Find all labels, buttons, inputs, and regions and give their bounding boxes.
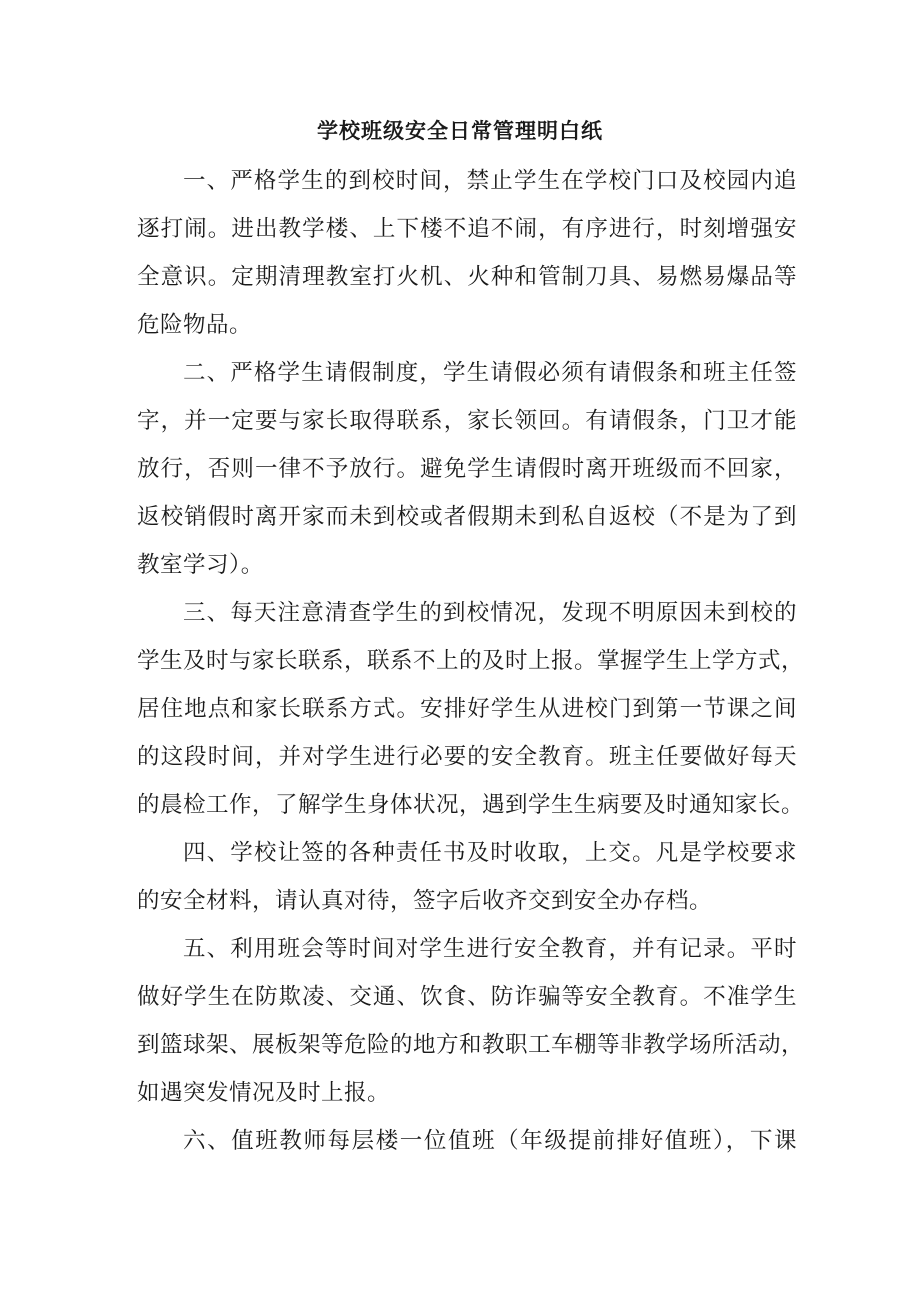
- paragraph-line: 返校销假时离开家而未到校或者假期未到私自返校（不是为了到: [137, 504, 797, 530]
- paragraph-line: 三、每天注意清查学生的到校情况，发现不明原因未到校的: [183, 600, 797, 626]
- paragraph-line: 字，并一定要与家长取得联系，家长领回。有请假条，门卫才能: [137, 408, 797, 434]
- paragraph-line: 的这段时间，并对学生进行必要的安全教育。班主任要做好每天: [137, 744, 797, 770]
- paragraph-line: 逐打闹。进出教学楼、上下楼不追不闹，有序进行，时刻增强安: [137, 216, 797, 242]
- paragraph-line: 放行，否则一律不予放行。避免学生请假时离开班级而不回家，: [137, 456, 797, 482]
- paragraph-line: 学生及时与家长联系，联系不上的及时上报。掌握学生上学方式，: [137, 648, 805, 674]
- paragraph-line: 教室学习）。: [137, 552, 264, 578]
- paragraph-line: 到篮球架、展板架等危险的地方和教职工车棚等非教学场所活动，: [137, 1032, 805, 1058]
- paragraph-line: 全意识。定期清理教室打火机、火种和管制刀具、易燃易爆品等: [137, 264, 797, 290]
- paragraph-line: 四、学校让签的各种责任书及时收取，上交。凡是学校要求: [183, 840, 797, 866]
- paragraph-line: 如遇突发情况及时上报。: [137, 1080, 391, 1106]
- paragraph-line: 二、严格学生请假制度，学生请假必须有请假条和班主任签: [183, 360, 797, 386]
- paragraph-line: 的安全材料，请认真对待，签字后收齐交到安全办存档。: [137, 888, 713, 914]
- document-title: 学校班级安全日常管理明白纸: [317, 119, 603, 143]
- paragraph-line: 五、利用班会等时间对学生进行安全教育，并有记录。平时: [183, 936, 797, 962]
- paragraph-line: 六、值班教师每层楼一位值班（年级提前排好值班），下课: [183, 1128, 797, 1154]
- paragraph-line: 的晨检工作，了解学生身体状况，遇到学生生病要及时通知家长。: [137, 792, 805, 818]
- paragraph-line: 一、严格学生的到校时间，禁止学生在学校门口及校园内追: [183, 168, 797, 194]
- paragraph-line: 危险物品。: [137, 312, 253, 338]
- paragraph-line: 做好学生在防欺凌、交通、饮食、防诈骗等安全教育。不准学生: [137, 984, 797, 1010]
- paragraph-line: 居住地点和家长联系方式。安排好学生从进校门到第一节课之间: [137, 696, 797, 722]
